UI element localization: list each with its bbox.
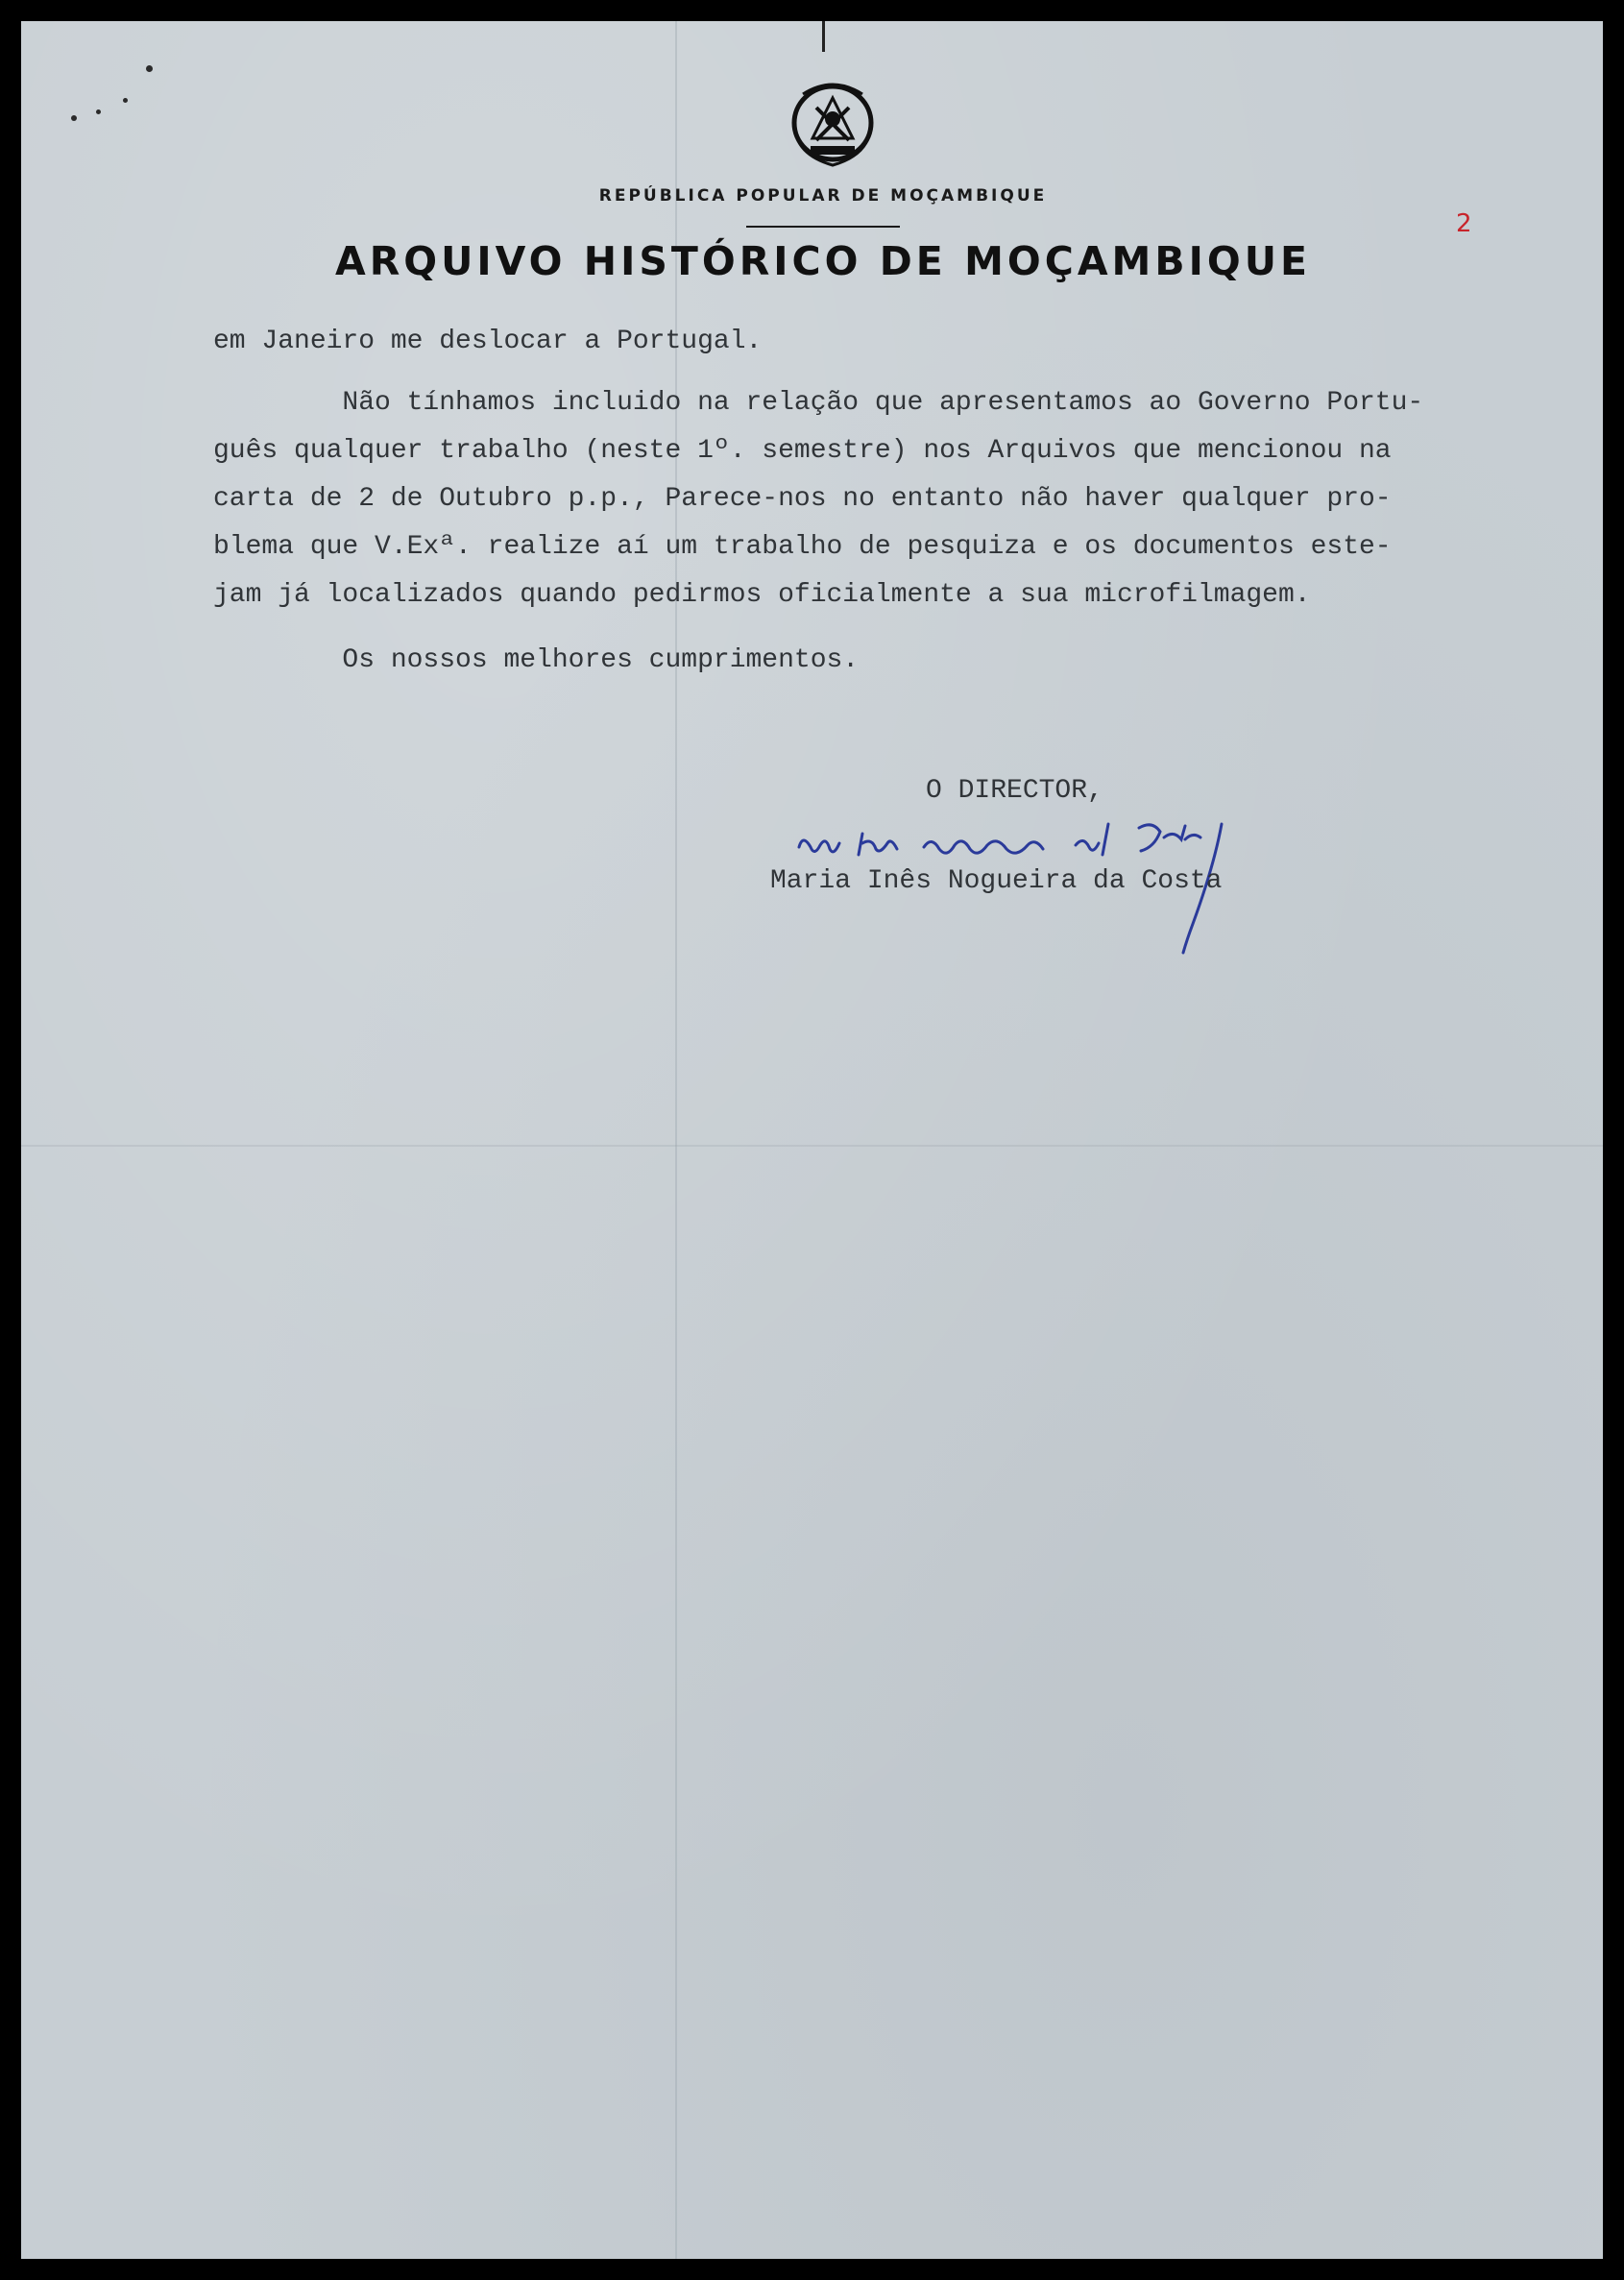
letter-line: carta de 2 de Outubro p.p., Parece-nos no entanto não haver qualquer pro- [213, 484, 1392, 514]
ink-speck [146, 65, 153, 72]
letter-line: Os nossos melhores cumprimentos. [213, 645, 860, 675]
director-title: O DIRECTOR, [926, 776, 1103, 806]
letter-line: jam já localizados quando pedirmos oficialmente a sua microfilmagem. [213, 580, 1311, 610]
letter-line: guês qualquer trabalho (neste 1º. semestre) nos Arquivos que mencionou na [213, 436, 1392, 466]
ink-speck [123, 98, 128, 103]
paper-fold-horizontal [21, 1145, 1603, 1147]
letter-line: Não tínhamos incluido na relação que apresentamos ao Governo Portu- [213, 388, 1424, 418]
ink-speck [71, 115, 77, 121]
letter-line: blema que V.Exª. realize aí um trabalho de pesquiza e os documentos este- [213, 532, 1392, 562]
heading-rule [746, 226, 900, 228]
signatory-name: Maria Inês Nogueira da Costa [770, 866, 1223, 896]
ink-speck [96, 109, 101, 114]
republic-heading: REPÚBLICA POPULAR DE MOÇAMBIQUE [598, 186, 1048, 206]
institution-heading: ARQUIVO HISTÓRICO DE MOÇAMBIQUE [334, 238, 1312, 284]
page-number: 2 [1456, 209, 1472, 238]
paper-fold-vertical [675, 21, 677, 2259]
letter-line: em Janeiro me deslocar a Portugal. [213, 327, 763, 356]
national-emblem-icon [774, 69, 891, 177]
scan-edge-mark [822, 21, 825, 52]
document-page [21, 21, 1603, 2259]
